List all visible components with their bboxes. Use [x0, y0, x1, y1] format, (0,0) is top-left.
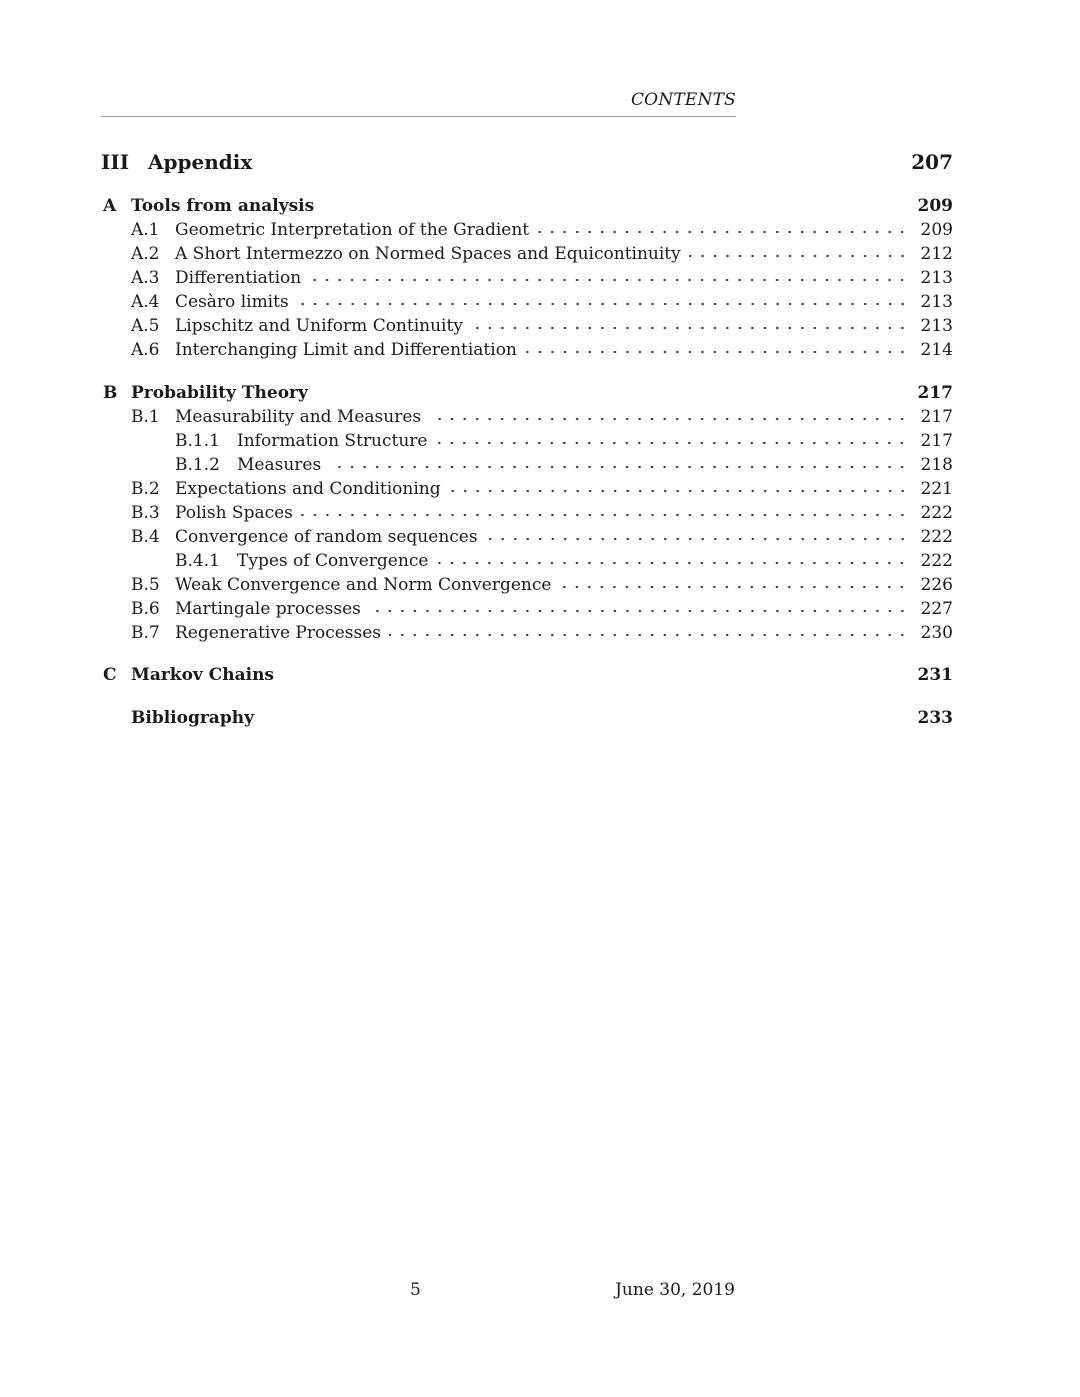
section-title: Differentiation [175, 268, 302, 288]
subsection-title: Types of Convergence [237, 551, 429, 571]
chapter-page: 231 [917, 665, 953, 685]
chapter-number: B [103, 383, 118, 403]
section-number: A.5 [131, 316, 160, 336]
header-title: CONTENTS [630, 90, 736, 110]
toc-part-entry[interactable] [101, 150, 953, 180]
toc-chapter-C[interactable] [101, 665, 953, 689]
subsection-page: 217 [920, 431, 953, 451]
section-number: B.7 [131, 623, 160, 643]
section-page: 222 [920, 527, 953, 547]
section-page: 217 [920, 407, 953, 427]
toc-subsection-entry[interactable] [101, 431, 953, 455]
section-page: 221 [920, 479, 953, 499]
section-number: B.3 [131, 503, 160, 523]
section-page: 222 [920, 503, 953, 523]
section-title: Measurability and Measures [175, 407, 422, 427]
chapter-number: C [103, 665, 117, 685]
toc-section-entry[interactable] [101, 599, 953, 623]
bibliography-page: 233 [917, 708, 953, 728]
chapter-title: Tools from analysis [131, 196, 315, 216]
subsection-page: 218 [920, 455, 953, 475]
toc-subsection-entry[interactable] [101, 551, 953, 575]
bibliography-title: Bibliography [131, 708, 254, 728]
section-number: B.6 [131, 599, 160, 619]
chapter-title: Markov Chains [131, 665, 274, 685]
section-title: Martingale processes [175, 599, 361, 619]
section-page: 209 [920, 220, 953, 240]
toc-section-entry[interactable] [101, 244, 953, 268]
section-title: Regenerative Processes [175, 623, 382, 643]
section-page: 230 [920, 623, 953, 643]
toc-section-entry[interactable] [101, 503, 953, 527]
part-title: Appendix [148, 150, 253, 174]
section-number: A.1 [131, 220, 160, 240]
dot-leader [449, 488, 909, 494]
subsection-number: B.1.2 [175, 455, 220, 475]
part-number: III [101, 150, 130, 174]
dot-leader [689, 253, 909, 259]
dot-leader [369, 608, 909, 614]
dot-leader [486, 536, 909, 542]
section-title: Interchanging Limit and Differentiation [175, 340, 517, 360]
section-number: B.2 [131, 479, 160, 499]
toc-section-entry[interactable] [101, 292, 953, 316]
dot-leader [309, 277, 908, 283]
dot-leader [389, 632, 909, 638]
section-number: B.4 [131, 527, 160, 547]
section-title: Polish Spaces [175, 503, 293, 523]
section-page: 213 [920, 316, 953, 336]
toc-chapter-B[interactable] [101, 383, 953, 407]
chapter-page: 209 [917, 196, 953, 216]
section-number: A.4 [131, 292, 160, 312]
dot-leader [297, 301, 909, 307]
toc-section-entry[interactable] [101, 623, 953, 647]
subsection-number: B.4.1 [175, 551, 220, 571]
toc-section-entry[interactable] [101, 316, 953, 340]
subsection-title: Information Structure [237, 431, 428, 451]
dot-leader [537, 229, 908, 235]
dot-leader [329, 464, 908, 470]
toc-section-entry[interactable] [101, 575, 953, 599]
toc-section-entry[interactable] [101, 407, 953, 431]
section-title: A Short Intermezzo on Normed Spaces and Equicontinuity [175, 244, 681, 264]
section-number: B.5 [131, 575, 160, 595]
dot-leader [436, 560, 908, 566]
section-page: 212 [920, 244, 953, 264]
toc-section-entry[interactable] [101, 479, 953, 503]
subsection-page: 222 [920, 551, 953, 571]
toc-section-entry[interactable] [101, 220, 953, 244]
chapter-number: A [103, 196, 117, 216]
part-page: 207 [911, 150, 953, 174]
section-title: Geometric Interpretation of the Gradient [175, 220, 530, 240]
dot-leader [471, 325, 909, 331]
subsection-number: B.1.1 [175, 431, 220, 451]
toc-section-entry[interactable] [101, 268, 953, 292]
section-number: B.1 [131, 407, 160, 427]
toc-subsection-entry[interactable] [101, 455, 953, 479]
section-title: Weak Convergence and Norm Convergence [175, 575, 552, 595]
chapter-page: 217 [917, 383, 953, 403]
subsection-title: Measures [237, 455, 322, 475]
toc-chapter-A[interactable] [101, 196, 953, 220]
section-number: A.2 [131, 244, 160, 264]
section-number: A.6 [131, 340, 160, 360]
dot-leader [525, 349, 909, 355]
running-header [101, 88, 736, 117]
toc-bibliography[interactable] [101, 708, 953, 732]
section-title: Convergence of random sequences [175, 527, 478, 547]
section-page: 213 [920, 292, 953, 312]
footer-page-number: 5 [410, 1280, 421, 1300]
section-page: 227 [920, 599, 953, 619]
section-page: 213 [920, 268, 953, 288]
dot-leader [435, 440, 908, 446]
section-title: Lipschitz and Uniform Continuity [175, 316, 463, 336]
section-title: Expectations and Conditioning [175, 479, 441, 499]
dot-leader [301, 512, 909, 518]
footer-date: June 30, 2019 [615, 1280, 735, 1300]
section-page: 214 [920, 340, 953, 360]
toc-section-entry[interactable] [101, 340, 953, 364]
section-page: 226 [920, 575, 953, 595]
dot-leader [429, 416, 908, 422]
dot-leader [559, 584, 908, 590]
chapter-title: Probability Theory [131, 383, 308, 403]
toc-section-entry[interactable] [101, 527, 953, 551]
section-title: Cesàro limits [175, 292, 289, 312]
section-number: A.3 [131, 268, 160, 288]
